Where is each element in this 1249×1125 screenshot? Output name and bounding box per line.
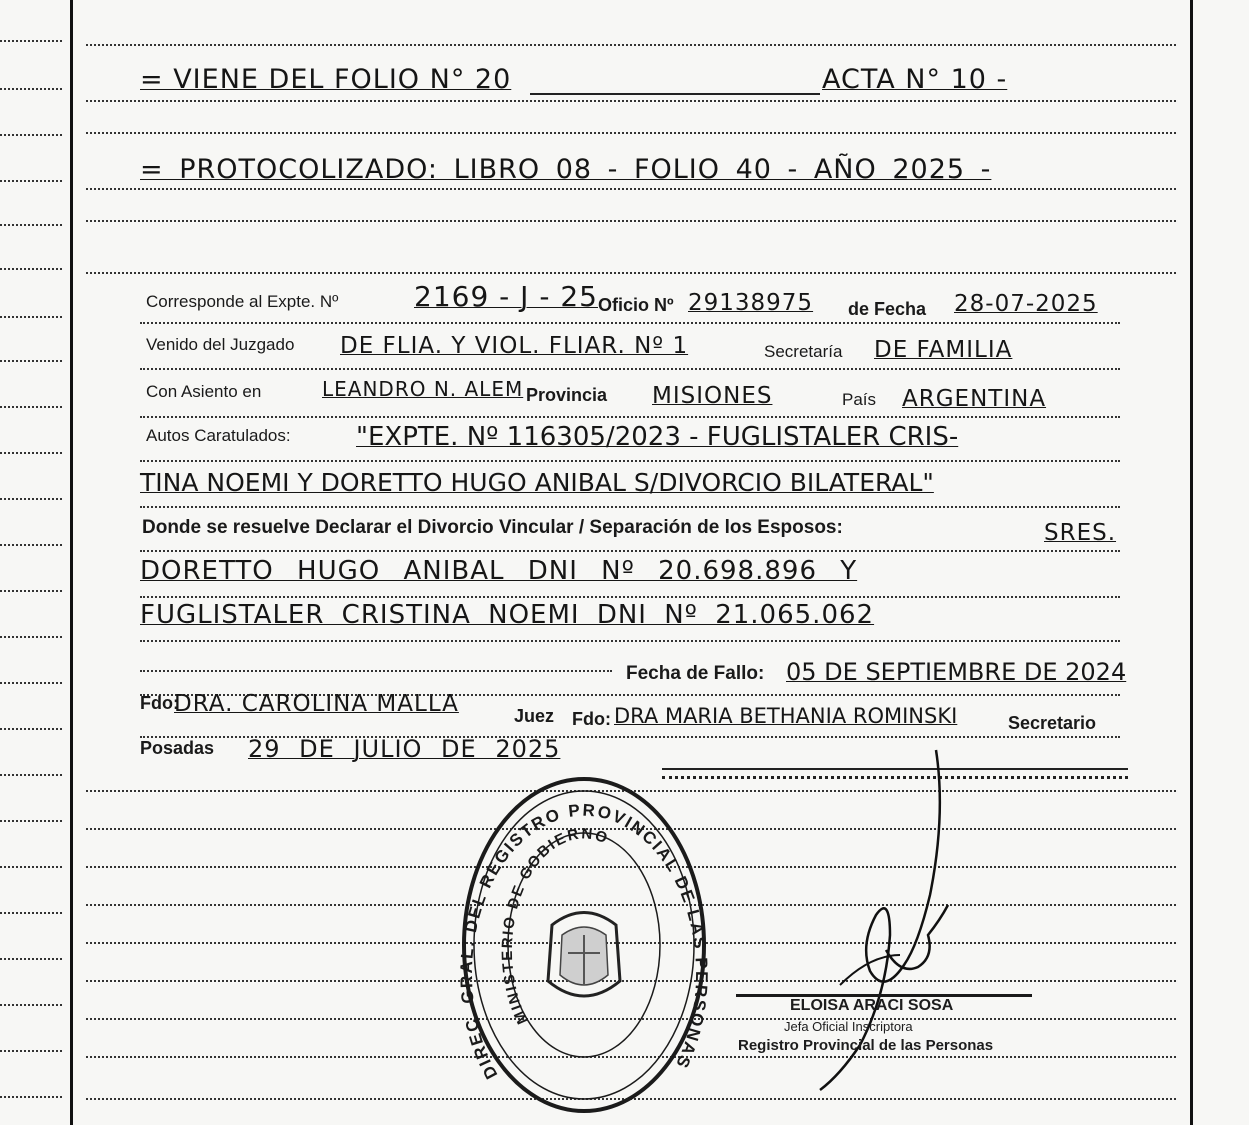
provincia-label: Provincia	[526, 385, 608, 405]
margin-border-right	[1190, 0, 1193, 1125]
oficio-number: 29138975	[688, 290, 814, 316]
header-dash-line	[530, 93, 820, 95]
asiento-value: LEANDRO N. ALEM	[322, 377, 524, 401]
seal-outer-text: DIREC. GRAL. DEL REGISTRO PROVINCIAL DE LAS PERSONAS	[458, 800, 710, 1083]
asiento-label: Con Asiento en	[146, 382, 262, 401]
venido-label: Venido del Juzgado	[146, 335, 295, 354]
header-viene-folio: = VIENE DEL FOLIO N° 20	[140, 64, 512, 95]
fdo-1-label: Fdo:	[140, 693, 179, 713]
header-acta: ACTA N° 10 -	[822, 64, 1008, 95]
posadas-label: Posadas	[140, 738, 215, 758]
fallo-label: Fecha de Fallo:	[626, 663, 765, 684]
autos-value-2: TINA NOEMI Y DORETTO HUGO ANIBAL S/DIVORCIO BILATERAL"	[140, 468, 934, 497]
secretaria-label: Secretaría	[764, 342, 843, 361]
provincia-value: MISIONES	[652, 383, 773, 409]
pais-value: ARGENTINA	[902, 386, 1047, 412]
juzgado-value: DE FLIA. Y VIOL. FLIAR. Nº 1	[340, 333, 689, 359]
oficio-label: Oficio Nº	[598, 295, 674, 315]
persona-2: FUGLISTALER CRISTINA NOEMI DNI Nº 21.065.062	[140, 600, 875, 630]
margin-border-left	[70, 0, 73, 1125]
official-seal	[458, 775, 710, 1115]
resuelve-label: Donde se resuelve Declarar el Divorcio Vincular / Separación de los Esposos:	[142, 517, 843, 538]
secretario-label: Secretario	[1008, 713, 1097, 733]
autos-value-1: "EXPTE. Nº 116305/2023 - FUGLISTALER CRIS-	[356, 422, 959, 452]
fdo-2-label: Fdo:	[572, 709, 611, 729]
autos-label: Autos Caratulados:	[146, 426, 291, 445]
header-protocolizado: = PROTOCOLIZADO: LIBRO 08 - FOLIO 40 - AÑO 2025 -	[140, 154, 992, 185]
fecha-label: de Fecha	[848, 299, 927, 319]
secretaria-value: DE FAMILIA	[874, 337, 1013, 363]
signature-stamp	[732, 990, 1042, 1060]
seal-stamp	[458, 775, 710, 1115]
resuelve-value: SRES.	[1044, 520, 1117, 546]
fallo-value: 05 DE SEPTIEMBRE DE 2024	[786, 658, 1127, 686]
seal-inner-text: MINISTERIO DE GOBIERNO	[498, 825, 612, 1027]
juez-label: Juez	[514, 706, 555, 726]
pais-label: País	[842, 390, 877, 409]
coat-of-arms-icon	[548, 913, 620, 997]
stamp-name: ELOISA ARACI SOSA	[790, 997, 954, 1014]
stamp-title: Jefa Oficial Inscriptora	[784, 1019, 913, 1034]
persona-1: DORETTO HUGO ANIBAL DNI Nº 20.698.896 Y	[140, 556, 858, 586]
svg-text:MINISTERIO DE GOBIERNO	[499, 825, 611, 1026]
corresponde-label: Corresponde al Expte. Nº	[146, 292, 339, 311]
fdo-2-value: DRA MARIA BETHANIA ROMINSKI	[614, 704, 958, 728]
stamp-org: Registro Provincial de las Personas	[738, 1037, 994, 1054]
expte-number: 2169 - J - 25	[414, 280, 598, 313]
fdo-1-value: DRA. CAROLINA MALLA	[174, 691, 459, 717]
fecha-value: 28-07-2025	[954, 291, 1098, 317]
posadas-value: 29 DE JULIO DE 2025	[248, 735, 561, 763]
